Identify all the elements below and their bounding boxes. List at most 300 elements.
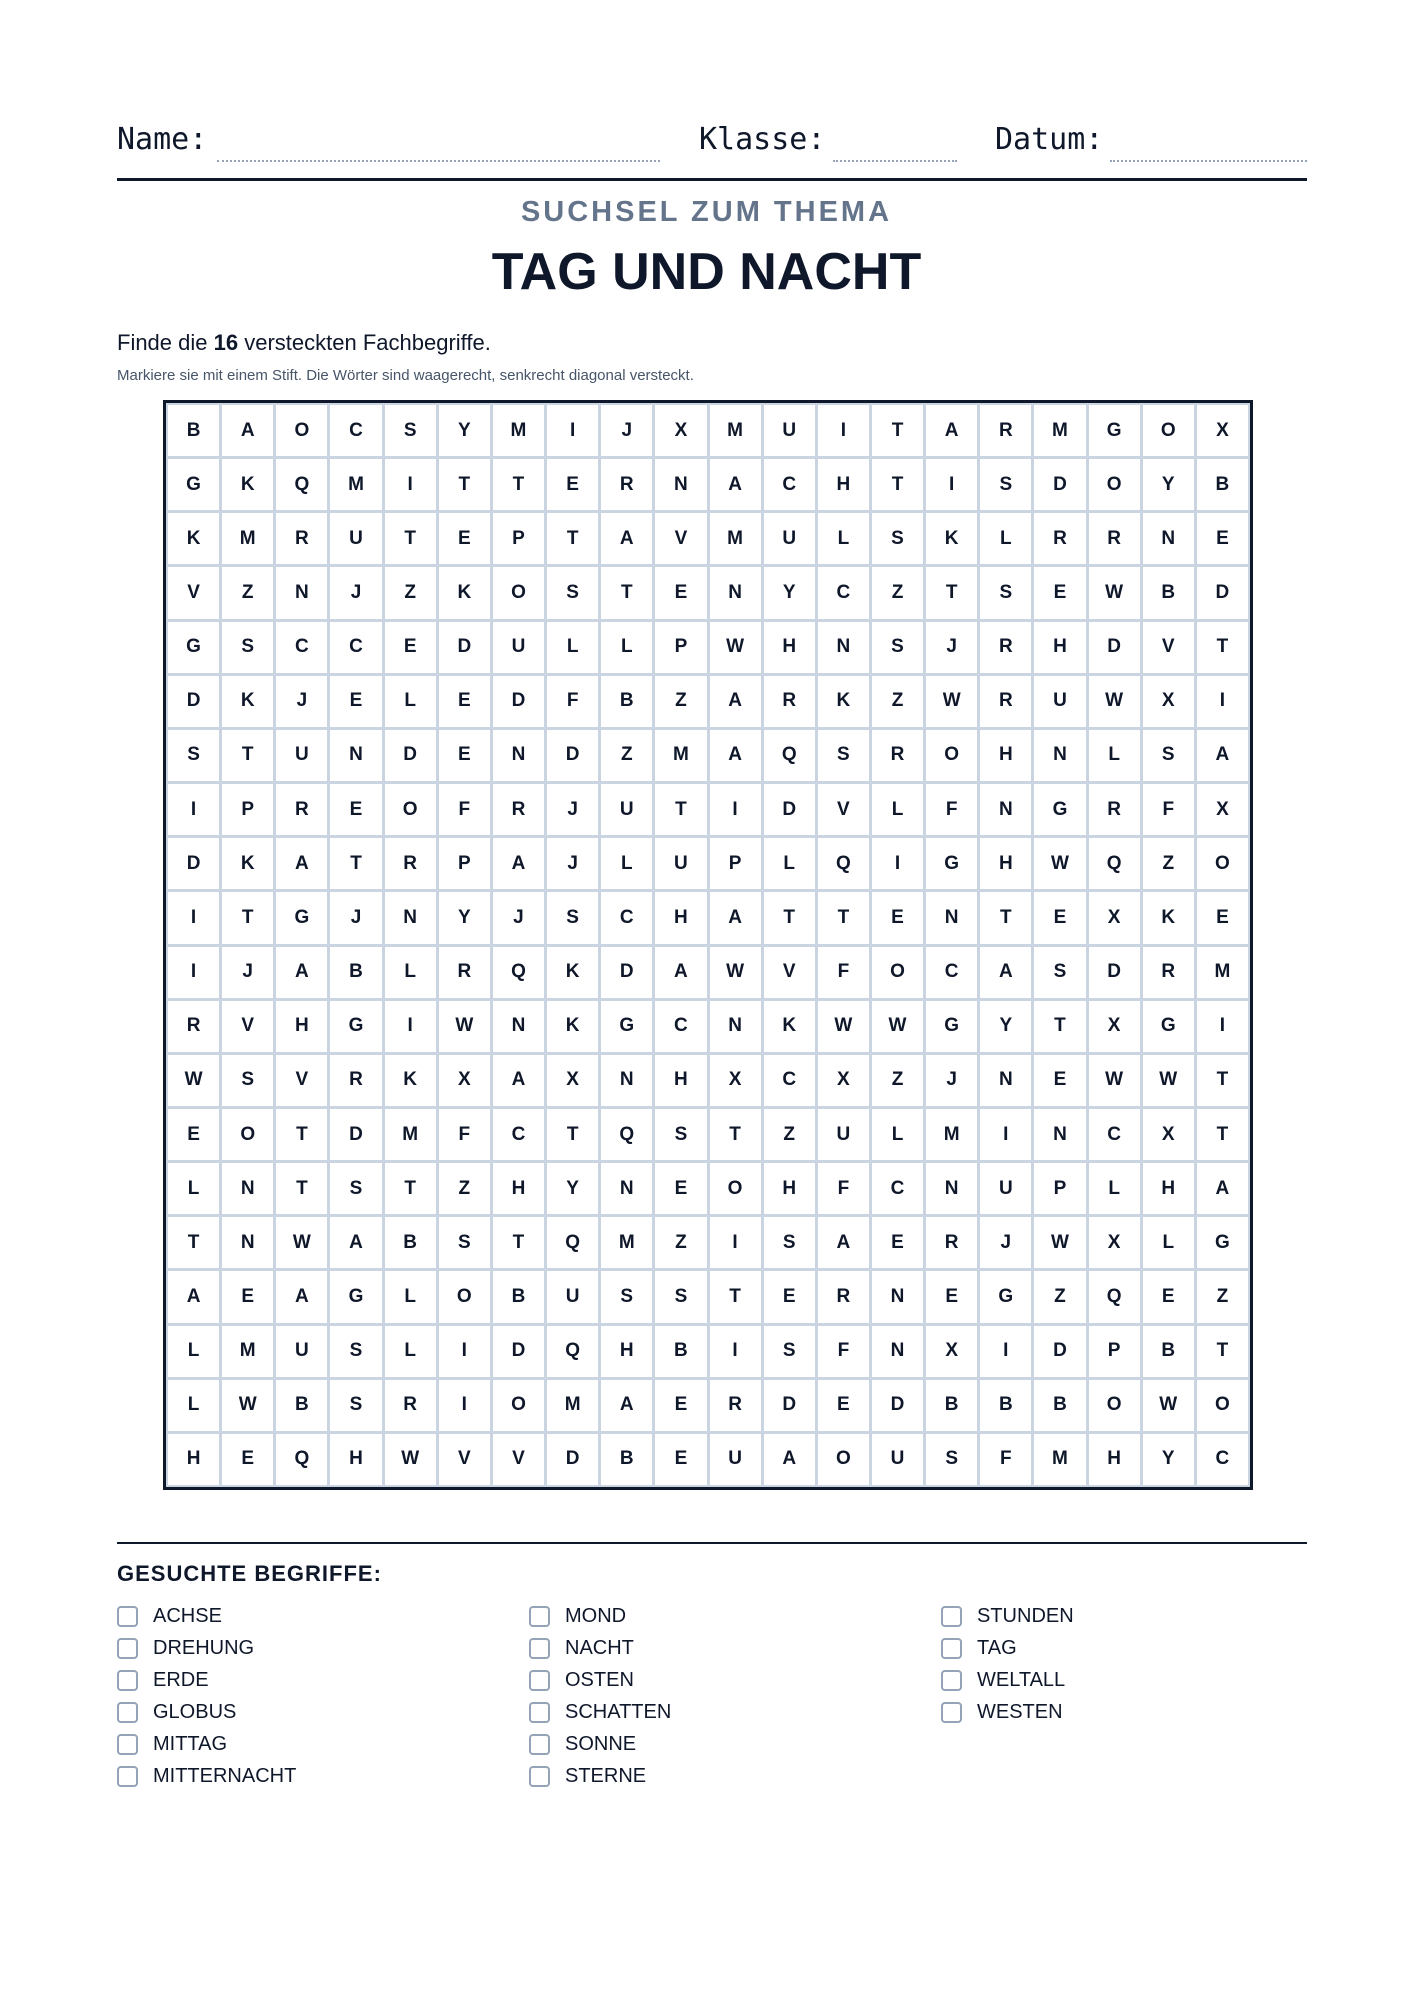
grid-cell[interactable]: W: [1089, 567, 1140, 618]
grid-cell[interactable]: D: [493, 1326, 544, 1377]
grid-cell[interactable]: R: [1034, 513, 1085, 564]
grid-cell[interactable]: R: [601, 459, 652, 510]
grid-cell[interactable]: L: [168, 1380, 219, 1431]
grid-cell[interactable]: D: [1197, 567, 1248, 618]
grid-cell[interactable]: X: [547, 1055, 598, 1106]
grid-cell[interactable]: A: [764, 1434, 815, 1485]
grid-cell[interactable]: T: [1034, 1001, 1085, 1052]
grid-cell[interactable]: W: [926, 676, 977, 727]
grid-cell[interactable]: U: [710, 1434, 761, 1485]
grid-cell[interactable]: H: [764, 622, 815, 673]
grid-cell[interactable]: N: [330, 730, 381, 781]
grid-cell[interactable]: I: [818, 405, 869, 456]
grid-cell[interactable]: V: [168, 567, 219, 618]
grid-cell[interactable]: T: [385, 1163, 436, 1214]
grid-cell[interactable]: D: [547, 730, 598, 781]
grid-cell[interactable]: T: [818, 892, 869, 943]
grid-cell[interactable]: M: [1034, 1434, 1085, 1485]
grid-cell[interactable]: R: [276, 513, 327, 564]
grid-cell[interactable]: B: [926, 1380, 977, 1431]
grid-cell[interactable]: O: [493, 567, 544, 618]
grid-cell[interactable]: R: [818, 1271, 869, 1322]
grid-cell[interactable]: K: [222, 459, 273, 510]
grid-cell[interactable]: E: [926, 1271, 977, 1322]
grid-cell[interactable]: Y: [980, 1001, 1031, 1052]
grid-cell[interactable]: X: [710, 1055, 761, 1106]
grid-cell[interactable]: N: [1034, 1109, 1085, 1160]
grid-cell[interactable]: Z: [655, 676, 706, 727]
grid-cell[interactable]: I: [385, 1001, 436, 1052]
grid-cell[interactable]: L: [764, 838, 815, 889]
grid-cell[interactable]: T: [276, 1163, 327, 1214]
grid-cell[interactable]: Y: [547, 1163, 598, 1214]
grid-cell[interactable]: G: [276, 892, 327, 943]
grid-cell[interactable]: O: [1089, 1380, 1140, 1431]
grid-cell[interactable]: N: [872, 1326, 923, 1377]
grid-cell[interactable]: A: [818, 1217, 869, 1268]
grid-cell[interactable]: V: [655, 513, 706, 564]
grid-cell[interactable]: A: [710, 892, 761, 943]
grid-cell[interactable]: T: [168, 1217, 219, 1268]
grid-cell[interactable]: L: [980, 513, 1031, 564]
grid-cell[interactable]: W: [222, 1380, 273, 1431]
grid-cell[interactable]: M: [547, 1380, 598, 1431]
grid-cell[interactable]: M: [385, 1109, 436, 1160]
grid-cell[interactable]: E: [1034, 892, 1085, 943]
grid-cell[interactable]: A: [601, 513, 652, 564]
grid-cell[interactable]: Z: [764, 1109, 815, 1160]
grid-cell[interactable]: Z: [601, 730, 652, 781]
grid-cell[interactable]: R: [872, 730, 923, 781]
grid-cell[interactable]: B: [276, 1380, 327, 1431]
grid-cell[interactable]: C: [655, 1001, 706, 1052]
grid-cell[interactable]: U: [276, 1326, 327, 1377]
grid-cell[interactable]: O: [818, 1434, 869, 1485]
grid-cell[interactable]: A: [1197, 1163, 1248, 1214]
grid-cell[interactable]: D: [601, 947, 652, 998]
grid-cell[interactable]: X: [1143, 1109, 1194, 1160]
grid-cell[interactable]: X: [926, 1326, 977, 1377]
datum-field[interactable]: [1110, 160, 1307, 162]
grid-cell[interactable]: O: [493, 1380, 544, 1431]
grid-cell[interactable]: L: [547, 622, 598, 673]
term-checkbox[interactable]: [529, 1702, 550, 1723]
grid-cell[interactable]: E: [439, 676, 490, 727]
grid-cell[interactable]: X: [1143, 676, 1194, 727]
grid-cell[interactable]: B: [655, 1326, 706, 1377]
grid-cell[interactable]: Q: [547, 1217, 598, 1268]
grid-cell[interactable]: B: [168, 405, 219, 456]
grid-cell[interactable]: L: [385, 1271, 436, 1322]
grid-cell[interactable]: J: [601, 405, 652, 456]
grid-cell[interactable]: T: [710, 1109, 761, 1160]
grid-cell[interactable]: F: [818, 1326, 869, 1377]
grid-cell[interactable]: B: [1034, 1380, 1085, 1431]
grid-cell[interactable]: A: [222, 405, 273, 456]
grid-cell[interactable]: D: [764, 1380, 815, 1431]
grid-cell[interactable]: W: [872, 1001, 923, 1052]
term-checkbox[interactable]: [529, 1638, 550, 1659]
grid-cell[interactable]: P: [710, 838, 761, 889]
term-checkbox[interactable]: [117, 1766, 138, 1787]
grid-cell[interactable]: N: [1143, 513, 1194, 564]
grid-cell[interactable]: A: [926, 405, 977, 456]
grid-cell[interactable]: N: [222, 1163, 273, 1214]
grid-cell[interactable]: N: [980, 1055, 1031, 1106]
grid-cell[interactable]: Q: [276, 1434, 327, 1485]
grid-cell[interactable]: S: [818, 730, 869, 781]
grid-cell[interactable]: W: [1089, 676, 1140, 727]
grid-cell[interactable]: O: [222, 1109, 273, 1160]
term-checkbox[interactable]: [529, 1670, 550, 1691]
grid-cell[interactable]: R: [710, 1380, 761, 1431]
grid-cell[interactable]: I: [710, 1217, 761, 1268]
grid-cell[interactable]: Y: [439, 405, 490, 456]
grid-cell[interactable]: H: [330, 1434, 381, 1485]
grid-cell[interactable]: N: [818, 622, 869, 673]
grid-cell[interactable]: T: [1197, 1326, 1248, 1377]
grid-cell[interactable]: R: [926, 1217, 977, 1268]
grid-cell[interactable]: A: [493, 1055, 544, 1106]
grid-cell[interactable]: G: [926, 1001, 977, 1052]
grid-cell[interactable]: E: [222, 1434, 273, 1485]
grid-cell[interactable]: V: [818, 784, 869, 835]
grid-cell[interactable]: I: [872, 838, 923, 889]
grid-cell[interactable]: E: [655, 1380, 706, 1431]
grid-cell[interactable]: T: [710, 1271, 761, 1322]
grid-cell[interactable]: H: [655, 892, 706, 943]
grid-cell[interactable]: C: [276, 622, 327, 673]
grid-cell[interactable]: S: [222, 622, 273, 673]
grid-cell[interactable]: H: [601, 1326, 652, 1377]
grid-cell[interactable]: W: [1034, 1217, 1085, 1268]
grid-cell[interactable]: Z: [872, 1055, 923, 1106]
grid-cell[interactable]: Z: [872, 676, 923, 727]
grid-cell[interactable]: W: [385, 1434, 436, 1485]
grid-cell[interactable]: D: [1089, 622, 1140, 673]
grid-cell[interactable]: N: [710, 567, 761, 618]
grid-cell[interactable]: D: [547, 1434, 598, 1485]
grid-cell[interactable]: K: [222, 838, 273, 889]
grid-cell[interactable]: L: [818, 513, 869, 564]
grid-cell[interactable]: R: [385, 838, 436, 889]
grid-cell[interactable]: P: [1034, 1163, 1085, 1214]
grid-cell[interactable]: D: [168, 838, 219, 889]
grid-cell[interactable]: H: [980, 838, 1031, 889]
grid-cell[interactable]: F: [980, 1434, 1031, 1485]
grid-cell[interactable]: R: [493, 784, 544, 835]
grid-cell[interactable]: C: [764, 459, 815, 510]
grid-cell[interactable]: F: [439, 784, 490, 835]
grid-cell[interactable]: E: [168, 1109, 219, 1160]
grid-cell[interactable]: R: [1089, 513, 1140, 564]
term-checkbox[interactable]: [117, 1670, 138, 1691]
grid-cell[interactable]: X: [1089, 1001, 1140, 1052]
grid-cell[interactable]: I: [926, 459, 977, 510]
grid-cell[interactable]: N: [1034, 730, 1085, 781]
grid-cell[interactable]: N: [385, 892, 436, 943]
grid-cell[interactable]: N: [926, 1163, 977, 1214]
grid-cell[interactable]: Z: [1034, 1271, 1085, 1322]
grid-cell[interactable]: J: [547, 838, 598, 889]
grid-cell[interactable]: B: [1143, 1326, 1194, 1377]
grid-cell[interactable]: D: [385, 730, 436, 781]
grid-cell[interactable]: M: [710, 513, 761, 564]
grid-cell[interactable]: Y: [1143, 459, 1194, 510]
grid-cell[interactable]: Q: [1089, 1271, 1140, 1322]
grid-cell[interactable]: T: [872, 459, 923, 510]
grid-cell[interactable]: K: [818, 676, 869, 727]
grid-cell[interactable]: G: [1089, 405, 1140, 456]
grid-cell[interactable]: T: [222, 730, 273, 781]
grid-cell[interactable]: P: [493, 513, 544, 564]
grid-cell[interactable]: V: [493, 1434, 544, 1485]
grid-cell[interactable]: I: [439, 1326, 490, 1377]
grid-cell[interactable]: E: [818, 1380, 869, 1431]
grid-cell[interactable]: O: [926, 730, 977, 781]
grid-cell[interactable]: N: [926, 892, 977, 943]
grid-cell[interactable]: Q: [764, 730, 815, 781]
grid-cell[interactable]: U: [493, 622, 544, 673]
grid-cell[interactable]: P: [1089, 1326, 1140, 1377]
grid-cell[interactable]: K: [168, 513, 219, 564]
grid-cell[interactable]: A: [276, 1271, 327, 1322]
grid-cell[interactable]: T: [385, 513, 436, 564]
grid-cell[interactable]: U: [547, 1271, 598, 1322]
grid-cell[interactable]: F: [439, 1109, 490, 1160]
grid-cell[interactable]: C: [1197, 1434, 1248, 1485]
grid-cell[interactable]: K: [764, 1001, 815, 1052]
grid-cell[interactable]: D: [764, 784, 815, 835]
grid-cell[interactable]: V: [276, 1055, 327, 1106]
grid-cell[interactable]: S: [872, 622, 923, 673]
grid-cell[interactable]: E: [330, 676, 381, 727]
grid-cell[interactable]: S: [764, 1217, 815, 1268]
grid-cell[interactable]: T: [222, 892, 273, 943]
grid-cell[interactable]: A: [710, 459, 761, 510]
grid-cell[interactable]: O: [276, 405, 327, 456]
grid-cell[interactable]: C: [872, 1163, 923, 1214]
grid-cell[interactable]: F: [1143, 784, 1194, 835]
grid-cell[interactable]: A: [710, 676, 761, 727]
grid-cell[interactable]: A: [980, 947, 1031, 998]
grid-cell[interactable]: G: [330, 1271, 381, 1322]
grid-cell[interactable]: S: [330, 1326, 381, 1377]
grid-cell[interactable]: S: [330, 1380, 381, 1431]
grid-cell[interactable]: W: [1034, 838, 1085, 889]
grid-cell[interactable]: X: [1197, 405, 1248, 456]
grid-cell[interactable]: A: [330, 1217, 381, 1268]
grid-cell[interactable]: R: [980, 622, 1031, 673]
grid-cell[interactable]: W: [1089, 1055, 1140, 1106]
grid-cell[interactable]: K: [1143, 892, 1194, 943]
grid-cell[interactable]: I: [168, 947, 219, 998]
grid-cell[interactable]: K: [547, 1001, 598, 1052]
grid-cell[interactable]: L: [601, 622, 652, 673]
grid-cell[interactable]: U: [980, 1163, 1031, 1214]
grid-cell[interactable]: P: [439, 838, 490, 889]
grid-cell[interactable]: E: [1143, 1271, 1194, 1322]
term-checkbox[interactable]: [941, 1638, 962, 1659]
term-checkbox[interactable]: [941, 1702, 962, 1723]
grid-cell[interactable]: T: [493, 1217, 544, 1268]
grid-cell[interactable]: N: [222, 1217, 273, 1268]
grid-cell[interactable]: M: [222, 1326, 273, 1377]
grid-cell[interactable]: D: [1089, 947, 1140, 998]
grid-cell[interactable]: L: [385, 1326, 436, 1377]
grid-cell[interactable]: U: [818, 1109, 869, 1160]
grid-cell[interactable]: E: [439, 730, 490, 781]
grid-cell[interactable]: J: [330, 892, 381, 943]
grid-cell[interactable]: R: [330, 1055, 381, 1106]
grid-cell[interactable]: P: [222, 784, 273, 835]
grid-cell[interactable]: U: [764, 405, 815, 456]
grid-cell[interactable]: G: [980, 1271, 1031, 1322]
grid-cell[interactable]: R: [276, 784, 327, 835]
grid-cell[interactable]: T: [655, 784, 706, 835]
grid-cell[interactable]: H: [764, 1163, 815, 1214]
grid-cell[interactable]: O: [872, 947, 923, 998]
grid-cell[interactable]: G: [168, 459, 219, 510]
grid-cell[interactable]: R: [439, 947, 490, 998]
grid-cell[interactable]: D: [1034, 459, 1085, 510]
grid-cell[interactable]: O: [1143, 405, 1194, 456]
grid-cell[interactable]: D: [439, 622, 490, 673]
grid-cell[interactable]: W: [710, 947, 761, 998]
grid-cell[interactable]: Z: [385, 567, 436, 618]
grid-cell[interactable]: N: [493, 730, 544, 781]
grid-cell[interactable]: E: [655, 1163, 706, 1214]
grid-cell[interactable]: S: [601, 1271, 652, 1322]
grid-cell[interactable]: E: [1197, 513, 1248, 564]
grid-cell[interactable]: W: [1143, 1055, 1194, 1106]
grid-cell[interactable]: T: [330, 838, 381, 889]
term-checkbox[interactable]: [529, 1766, 550, 1787]
grid-cell[interactable]: N: [655, 459, 706, 510]
term-checkbox[interactable]: [117, 1606, 138, 1627]
grid-cell[interactable]: E: [385, 622, 436, 673]
grid-cell[interactable]: T: [980, 892, 1031, 943]
grid-cell[interactable]: S: [222, 1055, 273, 1106]
grid-cell[interactable]: H: [1034, 622, 1085, 673]
grid-cell[interactable]: F: [926, 784, 977, 835]
grid-cell[interactable]: B: [601, 1434, 652, 1485]
grid-cell[interactable]: Z: [872, 567, 923, 618]
grid-cell[interactable]: U: [872, 1434, 923, 1485]
grid-cell[interactable]: T: [1197, 1055, 1248, 1106]
grid-cell[interactable]: J: [330, 567, 381, 618]
term-checkbox[interactable]: [941, 1670, 962, 1691]
term-checkbox[interactable]: [941, 1606, 962, 1627]
grid-cell[interactable]: I: [1197, 676, 1248, 727]
grid-cell[interactable]: B: [493, 1271, 544, 1322]
grid-cell[interactable]: E: [330, 784, 381, 835]
grid-cell[interactable]: J: [276, 676, 327, 727]
grid-cell[interactable]: H: [1143, 1163, 1194, 1214]
grid-cell[interactable]: W: [276, 1217, 327, 1268]
grid-cell[interactable]: S: [764, 1326, 815, 1377]
grid-cell[interactable]: E: [872, 1217, 923, 1268]
grid-cell[interactable]: Q: [547, 1326, 598, 1377]
grid-cell[interactable]: E: [1034, 1055, 1085, 1106]
grid-cell[interactable]: V: [222, 1001, 273, 1052]
grid-cell[interactable]: I: [385, 459, 436, 510]
grid-cell[interactable]: E: [872, 892, 923, 943]
grid-cell[interactable]: O: [710, 1163, 761, 1214]
grid-cell[interactable]: I: [168, 784, 219, 835]
name-field[interactable]: [217, 160, 660, 162]
grid-cell[interactable]: F: [547, 676, 598, 727]
grid-cell[interactable]: T: [872, 405, 923, 456]
grid-cell[interactable]: I: [168, 892, 219, 943]
grid-cell[interactable]: E: [655, 567, 706, 618]
grid-cell[interactable]: Z: [655, 1217, 706, 1268]
grid-cell[interactable]: O: [439, 1271, 490, 1322]
klasse-field[interactable]: [833, 160, 957, 162]
grid-cell[interactable]: Q: [601, 1109, 652, 1160]
grid-cell[interactable]: T: [601, 567, 652, 618]
grid-cell[interactable]: W: [168, 1055, 219, 1106]
grid-cell[interactable]: Q: [276, 459, 327, 510]
grid-cell[interactable]: C: [330, 405, 381, 456]
grid-cell[interactable]: M: [330, 459, 381, 510]
grid-cell[interactable]: L: [385, 676, 436, 727]
grid-cell[interactable]: J: [493, 892, 544, 943]
grid-cell[interactable]: N: [601, 1055, 652, 1106]
term-checkbox[interactable]: [117, 1638, 138, 1659]
grid-cell[interactable]: J: [222, 947, 273, 998]
grid-cell[interactable]: R: [385, 1380, 436, 1431]
grid-cell[interactable]: I: [710, 784, 761, 835]
grid-cell[interactable]: F: [818, 947, 869, 998]
grid-cell[interactable]: R: [980, 676, 1031, 727]
grid-cell[interactable]: B: [330, 947, 381, 998]
grid-cell[interactable]: T: [926, 567, 977, 618]
grid-cell[interactable]: G: [330, 1001, 381, 1052]
grid-cell[interactable]: T: [276, 1109, 327, 1160]
grid-cell[interactable]: G: [601, 1001, 652, 1052]
grid-cell[interactable]: X: [818, 1055, 869, 1106]
grid-cell[interactable]: A: [276, 838, 327, 889]
grid-cell[interactable]: N: [601, 1163, 652, 1214]
grid-cell[interactable]: G: [1034, 784, 1085, 835]
grid-cell[interactable]: V: [764, 947, 815, 998]
grid-cell[interactable]: Z: [1143, 838, 1194, 889]
grid-cell[interactable]: B: [980, 1380, 1031, 1431]
grid-cell[interactable]: N: [276, 567, 327, 618]
grid-cell[interactable]: K: [439, 567, 490, 618]
grid-cell[interactable]: X: [1089, 1217, 1140, 1268]
grid-cell[interactable]: V: [1143, 622, 1194, 673]
grid-cell[interactable]: B: [1143, 567, 1194, 618]
grid-cell[interactable]: S: [980, 567, 1031, 618]
grid-cell[interactable]: M: [926, 1109, 977, 1160]
grid-cell[interactable]: N: [493, 1001, 544, 1052]
term-checkbox[interactable]: [529, 1734, 550, 1755]
grid-cell[interactable]: A: [710, 730, 761, 781]
grid-cell[interactable]: C: [926, 947, 977, 998]
grid-cell[interactable]: W: [710, 622, 761, 673]
grid-cell[interactable]: X: [439, 1055, 490, 1106]
grid-cell[interactable]: Y: [439, 892, 490, 943]
grid-cell[interactable]: N: [980, 784, 1031, 835]
grid-cell[interactable]: H: [818, 459, 869, 510]
grid-cell[interactable]: L: [872, 1109, 923, 1160]
grid-cell[interactable]: U: [330, 513, 381, 564]
grid-cell[interactable]: G: [1143, 1001, 1194, 1052]
grid-cell[interactable]: S: [168, 730, 219, 781]
grid-cell[interactable]: Y: [1143, 1434, 1194, 1485]
